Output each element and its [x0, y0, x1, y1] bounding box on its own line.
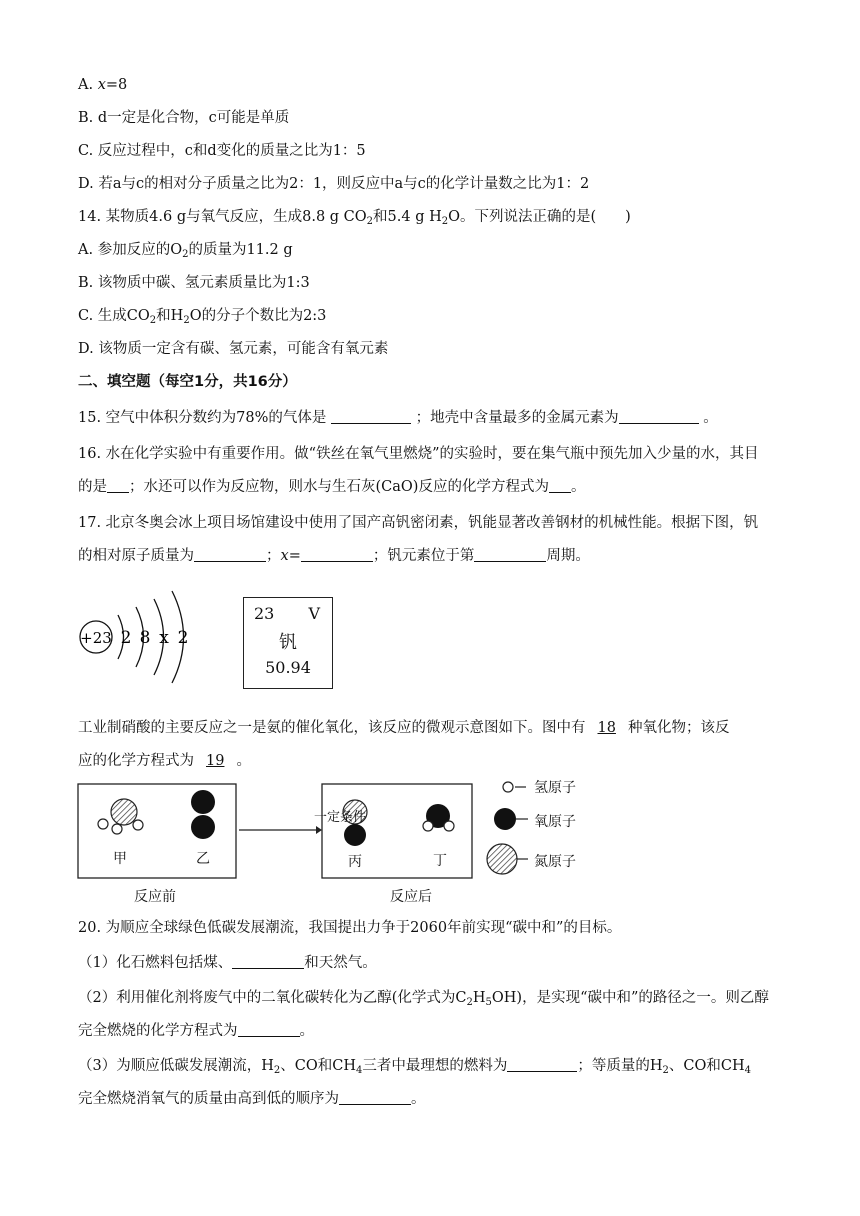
section-heading: 二、填空题（每空1分，共16分） [78, 374, 297, 390]
atomic-number: 23 [254, 604, 275, 623]
answer-blank-18[interactable]: 18 [597, 720, 616, 736]
q14-option-c: C. 生成$CO_2$和$H_2O$的分子个数比为2:3 [78, 308, 327, 326]
q18-line1: 工业制硝酸的主要反应之一是氨的催化氧化，该反应的微观示意图如下。图中有 18 种氧化物；该反 [78, 720, 730, 736]
answer-blank[interactable] [549, 477, 571, 493]
hydrogen-atom [444, 821, 454, 831]
answer-blank[interactable] [507, 1056, 577, 1072]
reaction-diagram [76, 772, 596, 880]
answer-blank[interactable] [619, 408, 699, 424]
legend-hydrogen-label: 氢原子 [534, 780, 576, 796]
shell-electrons-4: 2 [177, 628, 189, 648]
arrow-head [316, 826, 322, 834]
answer-blank[interactable] [339, 1089, 411, 1105]
answer-blank[interactable] [474, 546, 546, 562]
atom-structure-diagram [74, 580, 204, 695]
legend-oxygen-label: 氧原子 [534, 814, 576, 830]
q20-stem: 20. 为顺应全球绿色低碳发展潮流，我国提出力争于2060年前实现“碳中和”的目标。 [78, 920, 622, 936]
q17-line1: 17. 北京冬奥会冰上项目场馆建设中使用了国产高钒密闭素，钒能显著改善钢材的机械性能。根据下图，钒 [78, 515, 759, 531]
element-name: 钒 [279, 632, 297, 653]
q13-option-d: D. 若a与c的相对分子质量之比为2：1，则反应中a与c的化学计量数之比为1：2 [78, 176, 590, 192]
q16-line1: 16. 水在化学实验中有重要作用。做“铁丝在氧气里燃烧”的实验时，要在集气瓶中预先加入少量的水，其目 [78, 446, 759, 462]
legend-hydrogen-symbol [503, 782, 513, 792]
oxygen-atom [191, 790, 215, 814]
q20-part3-line1: （3）为顺应低碳发展潮流，$H_2$、CO和$CH_4$三者中最理想的燃料为 ；等质量的$H_2$、CO和$CH_4$ [78, 1058, 751, 1076]
q20-part1: （1）化石燃料包括煤、 和天然气。 [78, 955, 377, 971]
hydrogen-atom [98, 819, 108, 829]
q20-part2-line2: 完全燃烧的化学方程式为 。 [78, 1023, 314, 1039]
q14-option-d: D. 该物质一定含有碳、氢元素，可能含有氧元素 [78, 341, 389, 357]
q15: 15. 空气中体积分数约为78%的气体是 ；地壳中含量最多的金属元素为 。 [78, 410, 718, 426]
caption-before: 反应前 [134, 889, 176, 905]
shell-electrons-2: 8 [139, 628, 151, 648]
answer-blank[interactable] [232, 953, 304, 969]
q14-option-b: B. 该物质中碳、氢元素质量比为1:3 [78, 275, 310, 291]
hydrogen-atom [112, 824, 122, 834]
legend-oxygen-symbol [494, 808, 516, 830]
caption-after: 反应后 [390, 889, 432, 905]
answer-blank[interactable] [194, 546, 266, 562]
q19-line: 应的化学方程式为 19 。 [78, 753, 251, 769]
element-card [243, 597, 333, 689]
q14-stem: 14. 某物质4.6 g与氧气反应，生成8.8 g $CO_2$和5.4 g $H_2O$。下列说法正确的是( ) [78, 209, 631, 227]
legend-nitrogen-symbol [487, 844, 517, 874]
q14-option-a: A. 参加反应的$O_2$的质量为11.2 g [78, 242, 293, 260]
answer-blank[interactable] [238, 1021, 300, 1037]
q20-part3-line2: 完全燃烧消氧气的质量由高到低的顺序为 。 [78, 1091, 426, 1107]
legend-nitrogen-label: 氮原子 [534, 854, 576, 870]
atomic-mass: 50.94 [265, 658, 311, 677]
q13-option-b: B. d一定是化合物，c可能是单质 [78, 110, 290, 126]
label-yi: 乙 [196, 851, 210, 867]
reaction-condition: 一定条件 [314, 810, 367, 825]
oxygen-atom [344, 824, 366, 846]
answer-blank[interactable] [107, 477, 129, 493]
answer-blank[interactable] [301, 546, 373, 562]
element-symbol: V [308, 604, 320, 623]
answer-blank[interactable] [331, 408, 411, 424]
nitrogen-atom [111, 799, 137, 825]
label-bing: 丙 [348, 854, 362, 870]
q20-part2-line1: （2）利用催化剂将废气中的二氧化碳转化为乙醇(化学式为$C_2H_5OH$)，是实现“碳中和”的路径之一。则乙醇 [78, 990, 769, 1008]
answer-blank-19[interactable]: 19 [206, 753, 225, 769]
label-ding: 丁 [433, 853, 447, 869]
hydrogen-atom [423, 821, 433, 831]
q17-line2: 的相对原子质量为 ；x= ；钒元素位于第 周期。 [78, 548, 590, 564]
shell-electrons-3: x [159, 628, 169, 648]
q13-option-c: C. 反应过程中，c和d变化的质量之比为1：5 [78, 143, 366, 159]
q13-option-a: A. x=8 [78, 77, 128, 93]
label-jia: 甲 [113, 851, 127, 867]
hydrogen-atom [133, 820, 143, 830]
nucleus-charge: +23 [80, 629, 112, 647]
shell-electrons-1: 2 [120, 628, 132, 648]
oxygen-atom [191, 815, 215, 839]
q16-line2: 的是 ；水还可以作为反应物，则水与生石灰(CaO)反应的化学方程式为 。 [78, 479, 586, 495]
